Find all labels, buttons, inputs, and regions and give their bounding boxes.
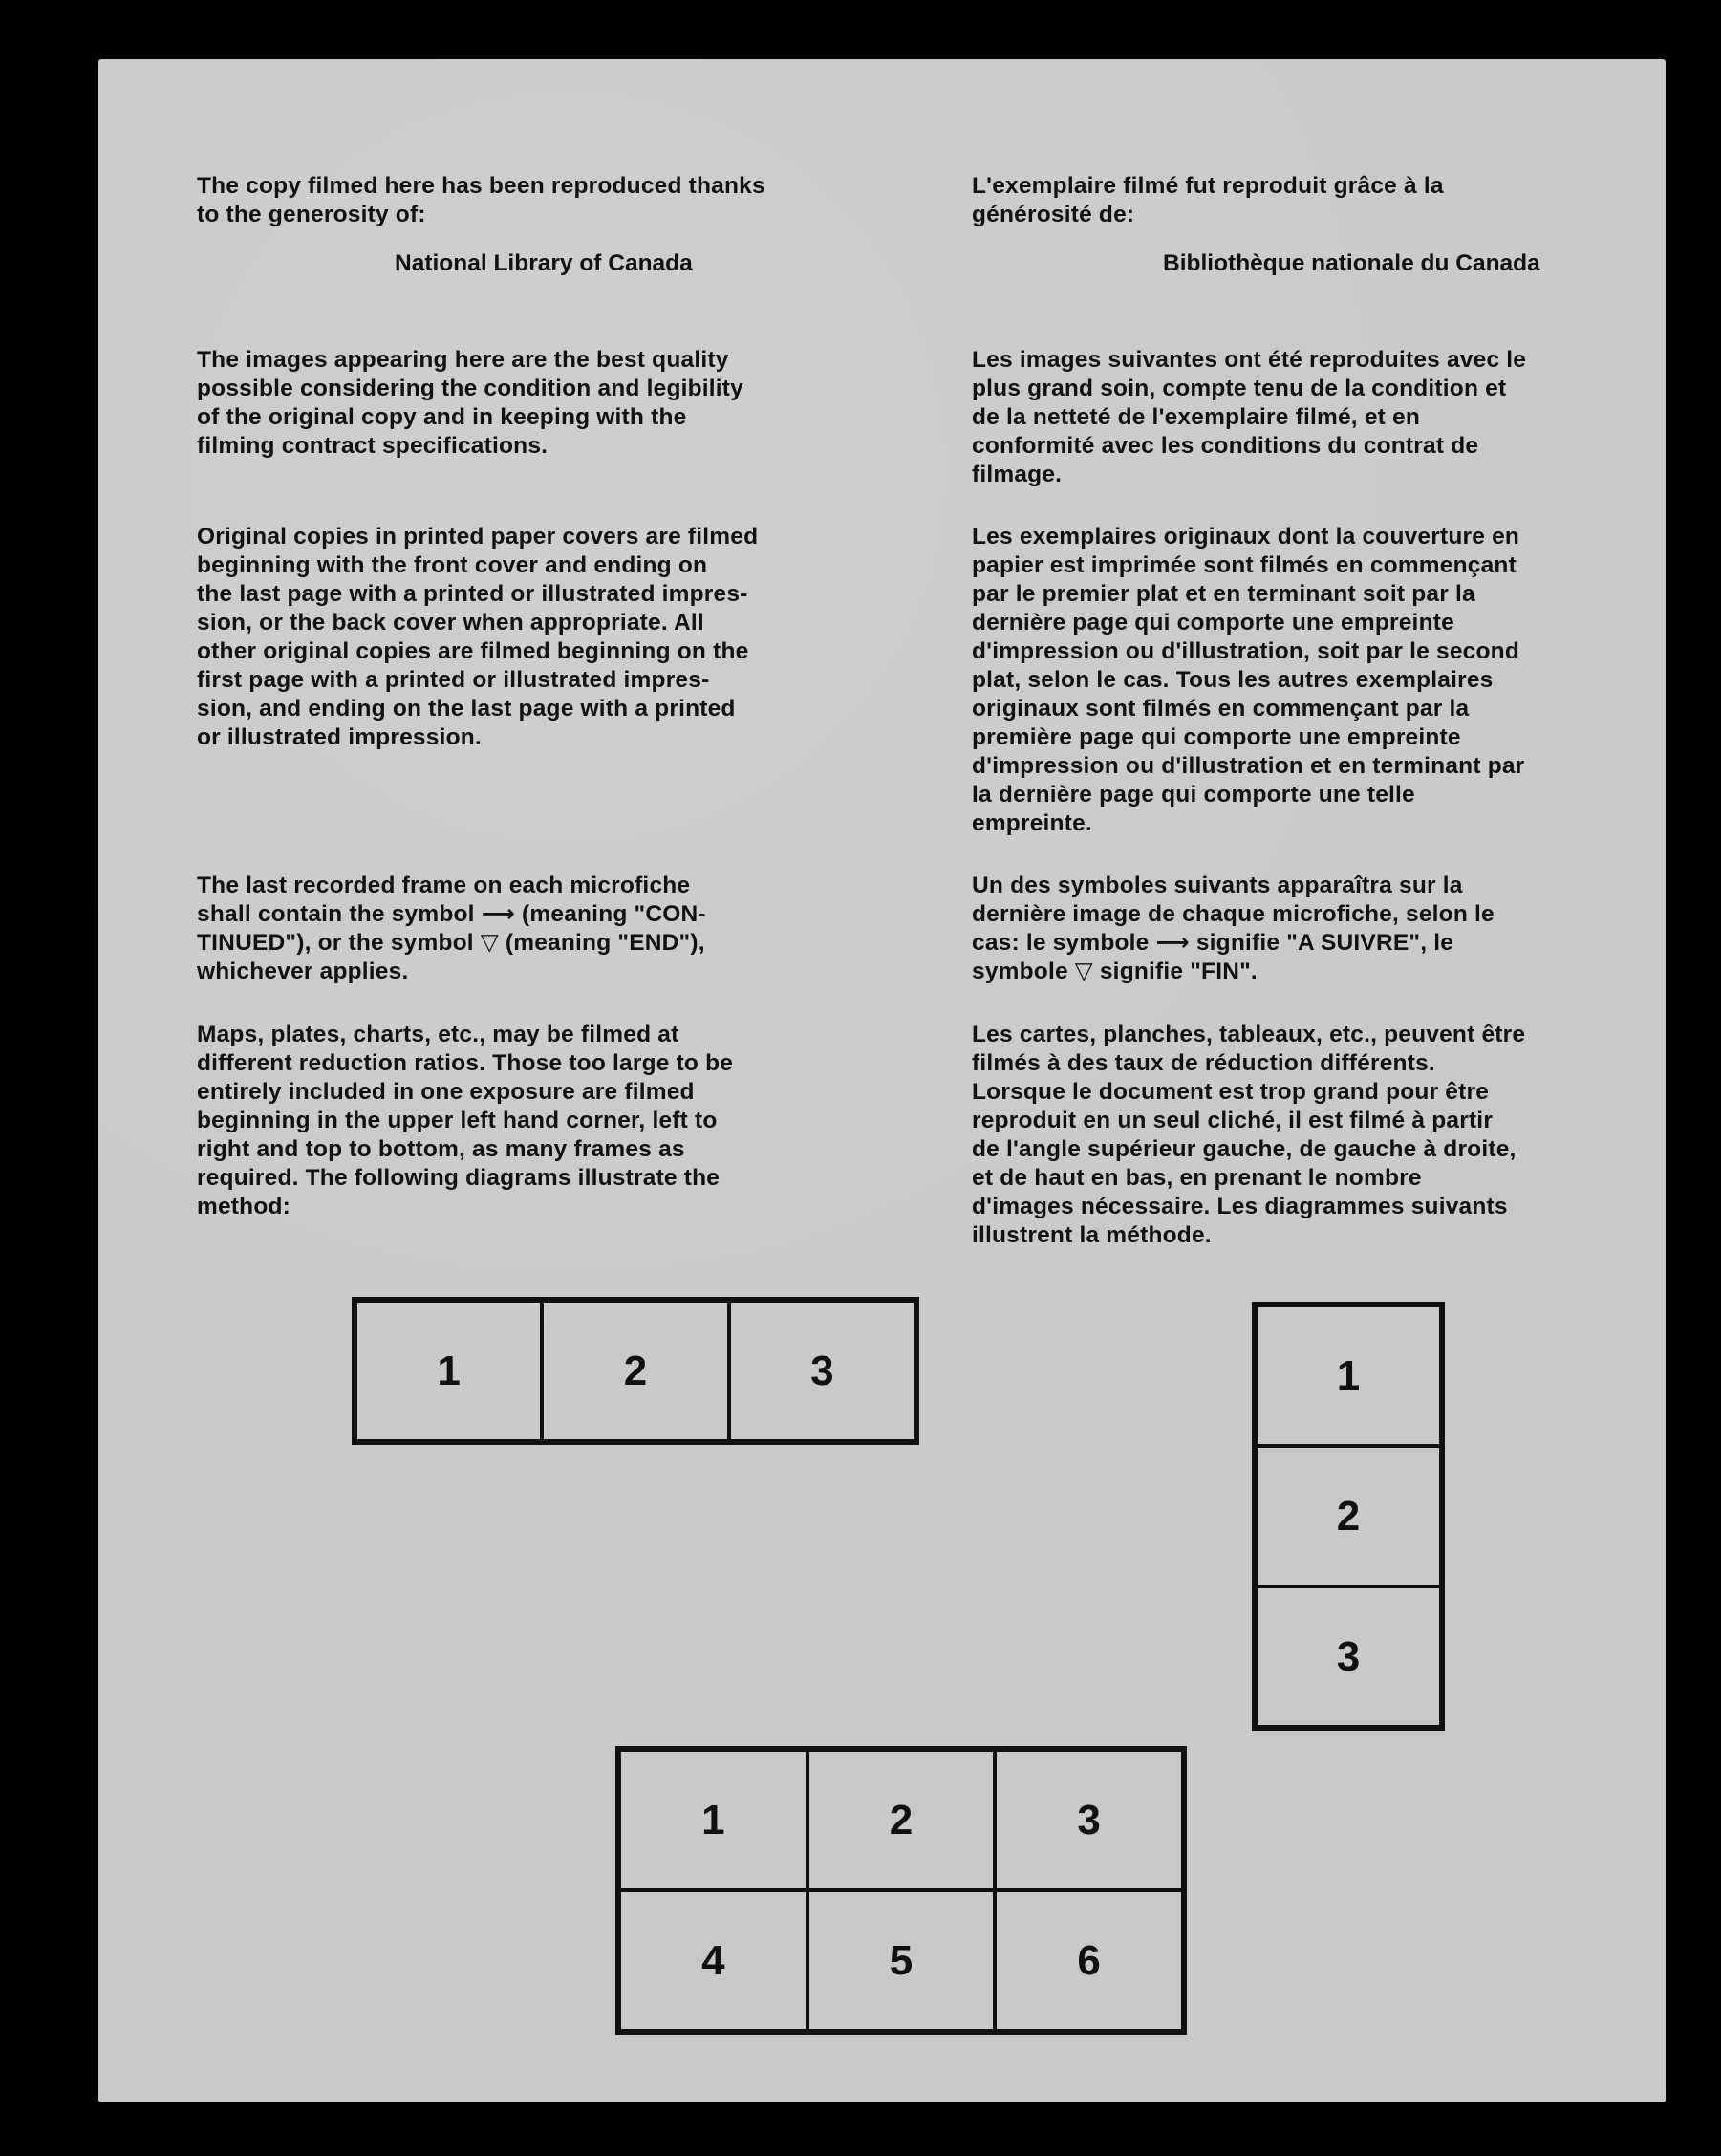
diagram-grid-cell: 6 [995,1890,1183,2031]
right-intro: L'exemplaire filmé fut reproduit grâce à la générosité de: [972,173,1444,227]
right-paragraph-maps: Les cartes, planches, tableaux, etc., peuvent être filmés à des taux de réduction différents. Lorsque le document est trop grand pour être reproduit en un seul cliché, il est filmé à partir de l'angle supérieur gauche, de gauche à droite, et de haut en bas, en prenant le nombre d'images nécessaire. Les diagrammes suivants illustrent la méthode. [972,1022,1526,1248]
diagram-grid-cell: 4 [619,1890,807,2031]
left-intro: The copy filmed here has been reproduced thanks to the generosity of: [197,173,765,227]
diagram-vertical-cell: 3 [1256,1586,1441,1727]
right-paragraph-originals: Les exemplaires originaux dont la couverture en papier est imprimée sont filmés en commençant par le premier plat et en terminant soit par la dernière page qui comporte une empreinte d'impression ou d'illustration, soit par le second plat, selon le cas. Tous les autres exemplaires originaux sont filmés en commençant par la première page qui comporte une empreinte d'impression ou d'illustration et en terminant par la dernière page qui comporte une telle empreinte. [972,524,1525,836]
diagram-horizontal [352,1297,919,1445]
left-paragraph-originals: Original copies in printed paper covers are filmed beginning with the front cover and ending on the last page with a printed or illustrated impres- sion, or the back cover when appropriate. All other original copies are filmed beginning on the first page with a printed or illustrated impres- sion, and ending on the last page with a printed or illustrated impression. [197,524,759,750]
diagram-grid [615,1746,1187,2035]
left-paragraph-symbols: The last recorded frame on each microfiche shall contain the symbol ⟶ (meaning "CON- TINUED"), or the symbol ▽ (meaning "END"), whichever applies. [197,873,706,984]
right-paragraph-quality: Les images suivantes ont été reproduites avec le plus grand soin, compte tenu de la condition et de la netteté de l'exemplaire filmé, et en conformité avec les conditions du contrat de filmage. [972,347,1527,487]
diagram-horizontal-cell: 1 [355,1301,542,1441]
diagram-vertical [1252,1302,1445,1731]
diagram-grid-cell: 5 [807,1890,996,2031]
diagram-horizontal-cell: 3 [729,1301,915,1441]
left-institution: National Library of Canada [395,250,693,276]
right-paragraph-symbols: Un des symboles suivants apparaîtra sur la dernière image de chaque microfiche, selon le cas: le symbole ⟶ signifie "A SUIVRE", le symbole ▽ signifie "FIN". [972,873,1495,984]
diagram-vertical-cell: 2 [1256,1446,1441,1586]
left-paragraph-maps: Maps, plates, charts, etc., may be filmed at different reduction ratios. Those too large to be entirely included in one exposure are filmed beginning in the upper left hand corner, left to right and top to bottom, as many frames as required. The following diagrams illustrate the method: [197,1022,734,1219]
diagram-grid-cell: 1 [619,1750,807,1890]
diagram-horizontal-cell: 2 [542,1301,728,1441]
left-paragraph-quality: The images appearing here are the best quality possible considering the condition and legibility of the original copy and in keeping with the filming contract specifications. [197,347,743,459]
diagram-grid-cell: 2 [807,1750,996,1890]
diagram-grid-cell: 3 [995,1750,1183,1890]
diagram-vertical-cell: 1 [1256,1305,1441,1446]
right-institution: Bibliothèque nationale du Canada [1163,250,1540,276]
